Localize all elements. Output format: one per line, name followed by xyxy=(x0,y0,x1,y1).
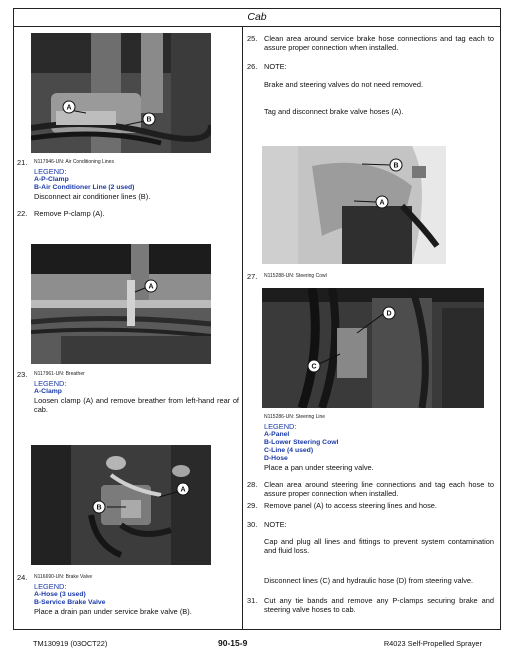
footer-document-id: TM130919 (03OCT22) xyxy=(33,639,108,648)
figure-breather xyxy=(31,244,211,364)
legend-item: C-Line (4 used) xyxy=(264,447,314,454)
step-number: 21. xyxy=(17,158,28,167)
callout-a: A xyxy=(379,199,385,207)
legend-title: LEGEND: xyxy=(34,582,67,591)
note-label: NOTE: xyxy=(264,62,287,71)
legend-item: D-Hose xyxy=(264,455,288,462)
figure-caption: N115288-UN: Steering Cowl xyxy=(264,273,327,279)
note-text: Brake and steering valves do not need removed. xyxy=(264,80,423,89)
page-header xyxy=(13,8,501,27)
legend-item: A-P-Clamp xyxy=(34,176,69,183)
step-text: Clean area around steering line connections and tag each hose to assure proper connection when installed. xyxy=(264,480,494,498)
step-text: Clean area around service brake hose connections and tag each to assure proper connection when installed. xyxy=(264,34,494,52)
step-text: Place a pan under steering valve. xyxy=(264,463,374,472)
callout-a: A xyxy=(148,283,154,291)
step-text: Disconnect lines (C) and hydraulic hose (D) from steering valve. xyxy=(264,576,474,585)
callout-b: B xyxy=(96,504,102,512)
step-number: 24. xyxy=(17,573,28,582)
step-text: Tag and disconnect brake valve hoses (A). xyxy=(264,107,404,116)
figure-caption: N117961-UN: Breather xyxy=(34,371,85,377)
step-number: 22. xyxy=(17,209,28,218)
figure-caption: N116690-UN: Brake Valve xyxy=(34,574,93,580)
footer-machine-name: R4023 Self-Propelled Sprayer xyxy=(383,639,482,648)
step-number: 23. xyxy=(17,370,28,379)
legend-title: LEGEND: xyxy=(34,379,67,388)
column-divider xyxy=(242,27,243,629)
step-number: 29. xyxy=(247,501,258,510)
step-text: Remove panel (A) to access steering lines and hose. xyxy=(264,501,437,510)
step-text: Place a drain pan under service brake valve (B). xyxy=(34,607,192,616)
note-label: NOTE: xyxy=(264,520,287,529)
footer-page-number: 90-15-9 xyxy=(218,638,248,648)
page-title: Cab xyxy=(247,11,267,23)
step-text: Remove P-clamp (A). xyxy=(34,209,105,218)
step-text: Cut any tie bands and remove any P-clamps securing brake and steering valve hoses to cab. xyxy=(264,596,494,614)
step-number: 30. xyxy=(247,520,258,529)
legend-item: A-Clamp xyxy=(34,388,62,395)
legend-item: B-Lower Steering Cowl xyxy=(264,439,339,446)
figure-caption: N117946-UN: Air Conditioning Lines xyxy=(34,159,114,165)
callout-d: D xyxy=(386,310,392,318)
step-text: Disconnect air conditioner lines (B). xyxy=(34,192,151,201)
callout-b: B xyxy=(146,116,152,124)
legend-item: B-Air Conditioner Line (2 used) xyxy=(34,184,135,191)
figure-steering-cowl xyxy=(262,146,446,264)
step-text: Loosen clamp (A) and remove breather from left-hand rear of cab. xyxy=(34,396,239,414)
legend-item: A-Panel xyxy=(264,431,290,438)
callout-a: A xyxy=(180,486,186,494)
figure-steering-line xyxy=(262,288,484,408)
step-number: 28. xyxy=(247,480,258,489)
callout-a: A xyxy=(66,104,72,112)
figure-air-conditioning-lines xyxy=(31,33,211,153)
step-number: 27. xyxy=(247,272,258,281)
figure-caption: N115286-UN: Steering Line xyxy=(264,414,326,420)
legend-item: A-Hose (3 used) xyxy=(34,591,86,598)
legend-title: LEGEND: xyxy=(34,167,67,176)
legend-title: LEGEND: xyxy=(264,422,297,431)
callout-c: C xyxy=(311,363,317,371)
legend-item: B-Service Brake Valve xyxy=(34,599,106,606)
step-number: 31. xyxy=(247,596,258,605)
note-text: Cap and plug all lines and fittings to prevent system contamination and fluid loss. xyxy=(264,537,494,555)
figure-brake-valve xyxy=(31,445,211,565)
step-number: 25. xyxy=(247,34,258,43)
step-number: 26. xyxy=(247,62,258,71)
footer-rule xyxy=(13,629,501,630)
callout-b: B xyxy=(393,162,399,170)
